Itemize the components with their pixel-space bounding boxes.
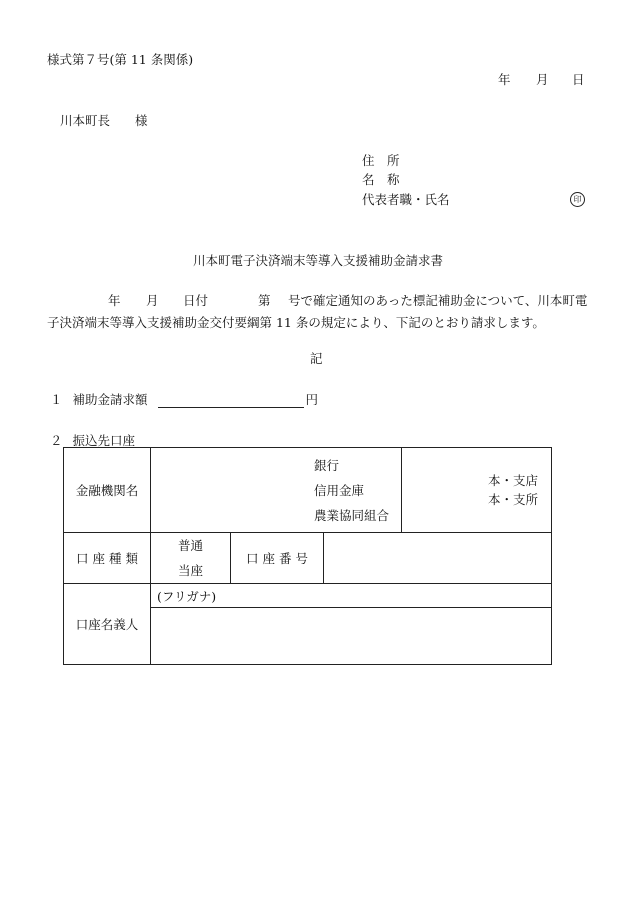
address-label: 住 所 bbox=[362, 153, 400, 168]
institution-label: 金融機関名 bbox=[64, 448, 151, 533]
furigana-label: (フリガナ) bbox=[157, 588, 217, 604]
account-type-label: 口 座 種 類 bbox=[64, 533, 151, 584]
body-text-line2: 子決済端末等導入支援補助金交付要綱第 11 条の規定により、下記のとおり請求します。 bbox=[47, 315, 545, 330]
branch-cell[interactable] bbox=[402, 448, 552, 533]
item2-label: 振込先口座 bbox=[72, 433, 136, 448]
document-title: 川本町電子決済端末等導入支援補助金請求書 bbox=[193, 253, 444, 268]
body-date-suffix: 日付 bbox=[183, 293, 209, 308]
date-year-label: 年 bbox=[498, 72, 511, 87]
addressee: 川本町長 様 bbox=[60, 113, 148, 128]
item1-unit: 円 bbox=[305, 392, 319, 407]
furigana-cell[interactable] bbox=[151, 584, 552, 608]
institution-type-bank: 銀行 bbox=[314, 457, 340, 473]
ki-heading: 記 bbox=[310, 351, 323, 366]
account-type-options[interactable] bbox=[151, 533, 231, 584]
name-label: 名 称 bbox=[362, 172, 400, 187]
institution-type-agri: 農業協同組合 bbox=[314, 507, 390, 523]
account-type-row bbox=[64, 533, 552, 584]
body-year: 年 bbox=[108, 293, 121, 308]
body-month: 月 bbox=[146, 293, 159, 308]
amount-underline[interactable] bbox=[158, 393, 304, 408]
item2-number: ２ bbox=[50, 433, 63, 448]
date-day-label: 日 bbox=[572, 72, 585, 87]
item1-number: １ bbox=[50, 392, 63, 407]
account-type-current: 当座 bbox=[177, 563, 203, 578]
item1-label: 補助金請求額 bbox=[72, 392, 148, 407]
seal-mark: 印 bbox=[570, 190, 585, 207]
item1-row bbox=[50, 390, 318, 408]
form-number: 様式第７号(第 11 条関係) bbox=[47, 52, 194, 67]
account-number-label: 口 座 番 号 bbox=[231, 533, 324, 584]
body-number-prefix: 第 bbox=[258, 293, 271, 308]
account-number-cell[interactable] bbox=[324, 533, 552, 584]
representative-label: 代表者職・氏名 bbox=[362, 192, 450, 207]
branch-type-office: 本・支所 bbox=[488, 492, 539, 507]
holder-furigana-row bbox=[64, 584, 552, 608]
date-month-label: 月 bbox=[536, 72, 549, 87]
account-table bbox=[63, 447, 552, 665]
holder-name-cell[interactable] bbox=[151, 608, 552, 665]
body-text-line1: 号で確定通知のあった標記補助金について、川本町電 bbox=[288, 293, 588, 308]
institution-type-credit: 信用金庫 bbox=[314, 482, 365, 498]
branch-type-store: 本・支店 bbox=[488, 473, 539, 488]
institution-name-cell[interactable] bbox=[151, 448, 402, 533]
institution-row bbox=[64, 448, 552, 533]
holder-label: 口座名義人 bbox=[64, 584, 151, 665]
account-type-ordinary: 普通 bbox=[177, 538, 203, 553]
